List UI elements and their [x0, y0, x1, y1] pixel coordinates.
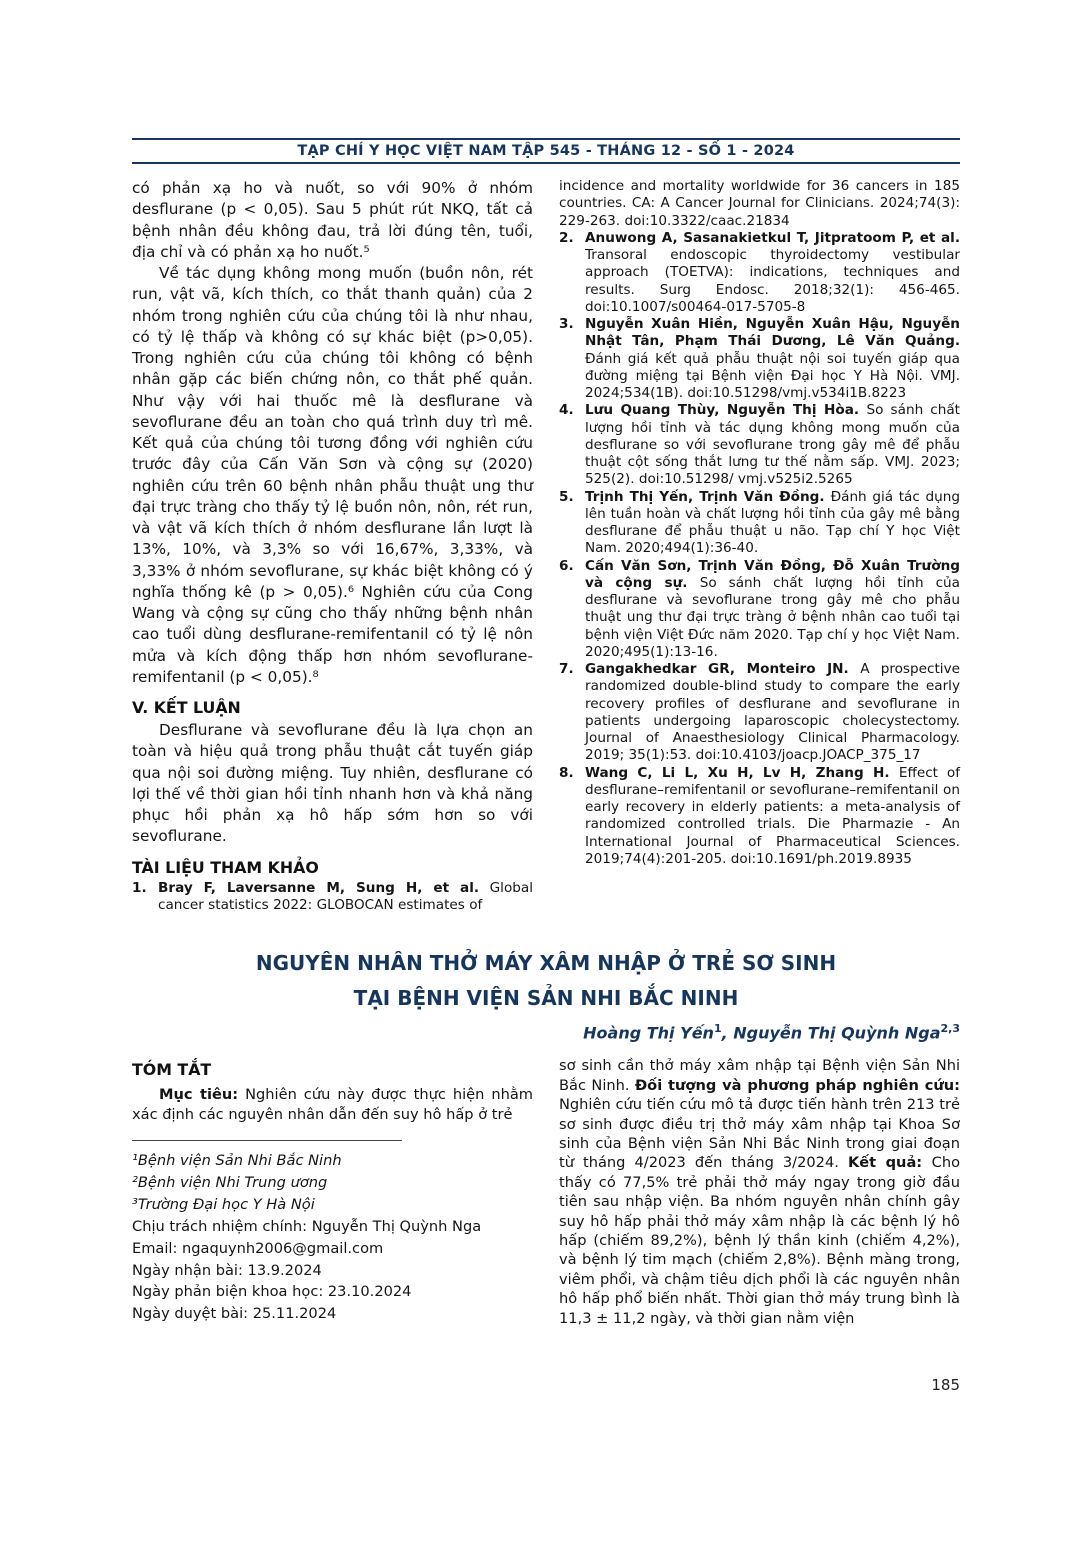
reference-item	[559, 558, 960, 662]
discussion-paragraph: Về tác dụng không mong muốn (buồn nôn, rét run, vật vã, kích thích, co thắt thanh quản) của 2 nhóm trong nghiên cứu của chúng tôi là như nhau, có tỷ lệ thấp và không có sự khác biệt (p>0,05). Trong nghiên cứu của chúng tôi không có bệnh nhân gặp các biến chứng nôn, co thắt phế quản. Như vậy với hai thuốc mê là desflurane và sevoflurane đều an toàn cho quá trình duy trì mê. Kết quả của chúng tôi tương đồng với nghiên cứu trước đây của Cấn Văn Sơn và cộng sự (2020) nghiên cứu trên 60 bệnh nhân phẫu thuật ung thư đại trực tràng cho thấy tỷ lệ buồn nôn, nôn, rét run, và vật vã kích thích ở nhóm desflurane lần lượt là 13%, 10%, và 3,3% so với 16,67%, 3,33%, và 3,33% ở nhóm sevoflurane, sự khác biệt không có ý nghĩa thống kê (p > 0,05).⁶ Nghiên cứu của Cong Wang và cộng sự cũng cho thấy những bệnh nhân cao tuổi dùng desflurane-remifentanil có tỷ lệ nôn mửa và kích động thấp hơn nhóm sevoflurane-remifentanil (p < 0,05).⁸	[132, 264, 533, 686]
journal-header	[132, 138, 960, 164]
conclusion-paragraph: Desflurane và sevoflurane đều là lựa chọn an toàn và hiệu quả trong phẫu thuật cắt tuyến giáp qua nội soi đường miệng. Tuy nhiên, desflurane có lợi thế về thời gian hồi tỉnh nhanh hơn và khả năng phục hồi phản xạ hô hấp sớm hơn so với sevoflurane.	[132, 721, 533, 846]
footnote-line: Ngày nhận bài: 13.9.2024	[132, 1261, 322, 1279]
reference-text: So sánh chất lượng hồi tỉnh và tác dụng không mong muốn của desflurane so với sevoflurane trong gây mê để phẫu thuật cột sống thắt lưng tư thế nằm sấp. VMJ. 2023; 525(2). doi:10.51298/ vmj.v525i2.5265	[585, 402, 961, 488]
references-heading: TÀI LIỆU THAM KHẢO	[132, 857, 319, 877]
reference-authors: Nguyễn Xuân Hiền, Nguyễn Xuân Hậu, Nguyễn Nhật Tân, Phạm Thái Dương, Lê Văn Quảng.	[585, 316, 960, 350]
footnote-line: ³Trường Đại học Y Hà Nội	[132, 1195, 315, 1213]
reference-authors: Wang C, Li L, Xu H, Lv H, Zhang H.	[585, 764, 899, 781]
footnote-line: ¹Bệnh viện Sản Nhi Bắc Ninh	[132, 1152, 342, 1170]
reference-text: Global cancer statistics 2022: GLOBOCAN estimates of	[158, 879, 534, 913]
footnote-line: Email: ngaquynh2006@gmail.com	[132, 1239, 384, 1257]
reference-text: Transoral endoscopic thyroidectomy vestibular approach (TOETVA): indications, techniques and results. Surg Endosc. 2018;32(1): 456-465. doi:10.1007/s00464-017-5705-8	[585, 247, 960, 315]
reference-authors: Lưu Quang Thùy, Nguyễn Thị Hòa.	[585, 402, 867, 419]
reference-authors: Anuwong A, Sasanakietkul T, Jitpratoom P, et al.	[585, 229, 960, 246]
reference-number: 3.	[559, 316, 574, 332]
abstract-objective-label: Mục tiêu:	[159, 1086, 239, 1104]
abstract-text-segment: Nghiên cứu tiến cứu mô tả được tiến hành trên 213 trẻ sơ sinh được điều trị thở máy xâm nhập tại Khoa Sơ sinh của Bệnh viện Sản Nhi Bắc Ninh trong giai đoạn từ tháng 4/2023 đến tháng 3/2024.	[559, 1096, 960, 1172]
footnote-line: ²Bệnh viện Nhi Trung ương	[132, 1174, 328, 1192]
footnote-divider	[132, 1140, 402, 1141]
abstract-heading: TÓM TẮT	[132, 1060, 212, 1080]
reference-number: 8.	[559, 764, 574, 781]
journal-header-text: TẠP CHÍ Y HỌC VIỆT NAM TẬP 545 - THÁNG 12 - SỐ 1 - 2024	[297, 143, 795, 159]
reference-number: 6.	[559, 557, 574, 574]
article2-title-line1: NGUYÊN NHÂN THỞ MÁY XÂM NHẬP Ở TRẺ SƠ SINH	[255, 951, 837, 975]
footnote-line: Chịu trách nhiệm chính: Nguyễn Thị Quỳnh Nga	[132, 1217, 482, 1235]
abstract-section-label: Đối tượng và phương pháp nghiên cứu:	[634, 1076, 960, 1094]
article2-right-column	[559, 1056, 960, 1328]
abstract-section-label: Kết quả:	[847, 1154, 932, 1172]
reference-item	[559, 765, 960, 869]
abstract-text-segment: sơ sinh cần thở máy xâm nhập tại Bệnh viện Sản Nhi Bắc Ninh.	[559, 1057, 960, 1094]
abstract-left-paragraph	[132, 1085, 533, 1124]
reference-number: 1.	[132, 879, 147, 896]
article2-left-column	[132, 1056, 533, 1328]
reference-number: 4.	[559, 402, 574, 419]
reference-number: 2.	[559, 229, 574, 246]
reference-item	[559, 402, 960, 488]
author-affiliation-superscript: 2,3	[940, 1022, 960, 1035]
footnote-line: Ngày duyệt bài: 25.11.2024	[132, 1305, 337, 1323]
reference-text: Đánh giá kết quả phẫu thuật nội soi tuyến giáp qua đường miệng tại Bệnh viện Đại học Y Hà Nội. VMJ. 2024;534(1B). doi:10.51298/vmj.v534i1B.8223	[585, 350, 960, 401]
article2-authors: Hoàng Thị Yến$^1$, Nguyễn Thị Quỳnh Nga$^{2,3}$	[583, 1022, 960, 1043]
reference-authors: Bray F, Laversanne M, Sung H, et al.	[158, 879, 480, 896]
paragraph-continuation: có phản xạ ho và nuốt, so với 90% ở nhóm desflurane (p < 0,05). Sau 5 phút rút NKQ, tất cả bệnh nhân đều không đau, trả lời đúng tên, tuổi, địa chỉ và có phản xạ ho nuốt.⁵	[132, 179, 533, 261]
article2-body	[132, 1056, 960, 1328]
reference-authors: Cấn Văn Sơn, Trịnh Văn Đồng, Đỗ Xuân Trường và cộng sự.	[585, 557, 960, 591]
footnote-line: Ngày phản biện khoa học: 23.10.2024	[132, 1283, 412, 1301]
reference-authors: Gangakhedkar GR, Monteiro JN.	[585, 661, 861, 677]
article2-title	[132, 946, 960, 1016]
reference-item	[559, 316, 960, 402]
footnote-block	[132, 1140, 533, 1325]
reference-number: 7.	[559, 661, 574, 677]
reference-text: Đánh giá tác dụng lên tuần hoàn và chất lượng hồi tỉnh của gây mê bằng desflurane để phẫu thuật u não. Tạp chí Y học Việt Nam. 2020;494(1):36-40.	[585, 488, 960, 557]
reference-number: 5.	[559, 488, 574, 505]
reference-text: Effect of desflurane–remifentanil or sevoflurane–remifentanil on early recovery in elderly patients: a meta-analysis of randomized controlled trials. Die Pharmazie - An International Journal of Pharmaceutical Sciences. 2019;74(4):201-205. doi:10.1691/ph.2019.8935	[585, 764, 961, 867]
reference-item	[132, 880, 533, 915]
abstract-text-segment: Cho thấy có 77,5% trẻ phải thở máy ngay trong giờ đầu tiên sau nhập viện. Ba nhóm nguyên nhân chính gây suy hô hấp phải thở máy xâm nhập là các bệnh lý hô hấp (chiếm 89,2%), bệnh lý thần kinh (chiếm 4,2%), và bệnh lý tim mạch (chiếm 2,8%). Bệnh màng trong, viêm phổi, và chậm tiêu dịch phổi là các nguyên nhân hô hấp phổ biến nhất. Thời gian thở máy trung bình là 11,3 ± 11,2 ngày, và thời gian nằm viện	[559, 1154, 960, 1327]
conclusion-heading: V. KẾT LUẬN	[132, 698, 241, 717]
article1-right-column	[559, 178, 960, 914]
reference-item	[559, 661, 960, 765]
page-number: 185	[931, 1376, 960, 1395]
article1-left-column	[132, 178, 533, 914]
abstract-objective-text: Nghiên cứu này được thực hiện nhằm xác định các nguyên nhân dẫn đến suy hô hấp ở trẻ	[132, 1086, 534, 1123]
reference-list	[559, 230, 960, 868]
reference-continuation: incidence and mortality worldwide for 36 cancers in 185 countries. CA: A Cancer Journal for Clinicians. 2024;74(3): 229-263. doi:10.3322/caac.21834	[559, 178, 960, 229]
article2-title-line2: TẠI BỆNH VIỆN SẢN NHI BẮC NINH	[353, 986, 739, 1010]
reference-item	[559, 230, 960, 316]
reference-authors: Trịnh Thị Yến, Trịnh Văn Đồng.	[585, 488, 831, 505]
footnote-lines	[132, 1150, 533, 1325]
author-affiliation-superscript: 1	[713, 1022, 722, 1035]
abstract-right-paragraph	[559, 1056, 960, 1328]
reference-item	[559, 489, 960, 558]
article1-body	[132, 178, 960, 914]
reference-text: So sánh chất lượng hồi tỉnh của desflurane và sevoflurane trong gây mê cho phẫu thuật ung thư đại trực tràng ở bệnh nhân cao tuổi tại bệnh viện Việt Đức năm 2020. Tạp chí y học Việt Nam. 2020;495(1):13-16.	[585, 574, 960, 660]
reference-text: A prospective randomized double-blind study to compare the early recovery profiles of desflurane and sevoflurane in patients undergoing laparoscopic cholecystectomy. Journal of Anaesthesiology Clinical Pharmacology. 2019; 35(1):53. doi:10.4103/joacp.JOACP_375_17	[585, 661, 960, 764]
